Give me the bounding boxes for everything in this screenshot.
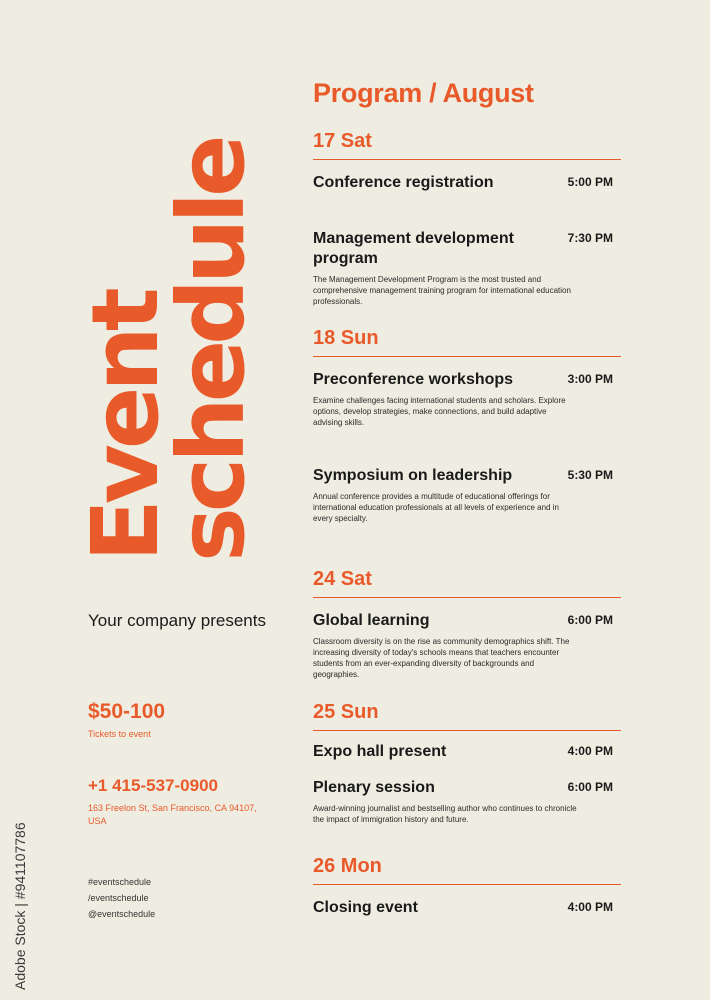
schedule-event bbox=[313, 466, 613, 524]
venue-address: 163 Freelon St, San Francisco, CA 94107, USA bbox=[88, 803, 257, 826]
schedule-event bbox=[313, 778, 613, 825]
day-label: 26 Mon bbox=[313, 855, 382, 877]
event-time: 6:00 PM bbox=[567, 613, 613, 627]
event-time: 4:00 PM bbox=[567, 900, 613, 914]
stock-watermark-id: Adobe Stock | #941107786 bbox=[12, 822, 28, 990]
event-time: 4:00 PM bbox=[567, 744, 613, 758]
event-name: Preconference workshops bbox=[313, 371, 514, 388]
event-time: 7:30 PM bbox=[567, 231, 613, 245]
event-name: Global learning bbox=[313, 612, 430, 629]
day-header bbox=[313, 327, 621, 357]
event-name: Management development program bbox=[313, 230, 514, 267]
day-label: 18 Sun bbox=[313, 327, 379, 349]
event-name: Conference registration bbox=[313, 174, 494, 191]
event-description: Classroom diversity is on the rise as community demographics shift. The increasing diversity of today's schools means that teachers encounter students from an ever-expanding diversity of backgrounds and geographies. bbox=[313, 637, 570, 679]
social-at-handle: @eventschedule bbox=[88, 909, 156, 919]
program-title: Program / August bbox=[313, 78, 534, 108]
schedule-event bbox=[313, 898, 613, 918]
schedule-event bbox=[313, 229, 613, 307]
social-hashtag: #eventschedule bbox=[88, 877, 152, 887]
event-time: 6:00 PM bbox=[567, 780, 613, 794]
schedule-event bbox=[313, 173, 613, 193]
title-word-schedule: schedule bbox=[158, 139, 265, 562]
social-slash-handle: /eventschedule bbox=[88, 893, 149, 903]
ticket-price: $50-100 bbox=[88, 700, 166, 723]
event-description: Annual conference provides a multitude of educational offerings for international education professionals at all levels of experience and in every specialty. bbox=[313, 492, 559, 523]
event-description: Award-winning journalist and bestselling author who continues to chronicle the impact of immigration history and future. bbox=[313, 804, 577, 824]
schedule-event bbox=[313, 370, 613, 428]
day-header bbox=[313, 701, 621, 731]
day-label: 25 Sun bbox=[313, 701, 379, 723]
event-time: 5:30 PM bbox=[567, 468, 613, 482]
event-description: Examine challenges facing international students and scholars. Explore options, develop strategies, make connections, and build adaptive advising skills. bbox=[313, 396, 566, 427]
event-time: 5:00 PM bbox=[567, 175, 613, 189]
contact-phone: +1 415-537-0900 bbox=[88, 776, 218, 795]
day-header bbox=[313, 855, 621, 885]
presenter-text: Your company presents bbox=[88, 611, 266, 630]
schedule-event bbox=[313, 611, 613, 680]
day-label: 24 Sat bbox=[313, 568, 372, 590]
day-label: 17 Sat bbox=[313, 130, 372, 152]
day-header bbox=[313, 568, 621, 598]
event-name: Plenary session bbox=[313, 779, 435, 796]
schedule-event bbox=[313, 742, 613, 762]
event-description: The Management Development Program is the most trusted and comprehensive management training program for international education professionals. bbox=[313, 275, 571, 306]
title-word-event: Event bbox=[72, 292, 179, 562]
social-handles bbox=[88, 874, 155, 922]
day-header bbox=[313, 130, 621, 160]
ticket-price-note: Tickets to event bbox=[88, 729, 151, 739]
event-name: Closing event bbox=[313, 899, 418, 916]
event-name: Expo hall present bbox=[313, 743, 447, 760]
event-time: 3:00 PM bbox=[567, 372, 613, 386]
event-name: Symposium on leadership bbox=[313, 467, 513, 484]
